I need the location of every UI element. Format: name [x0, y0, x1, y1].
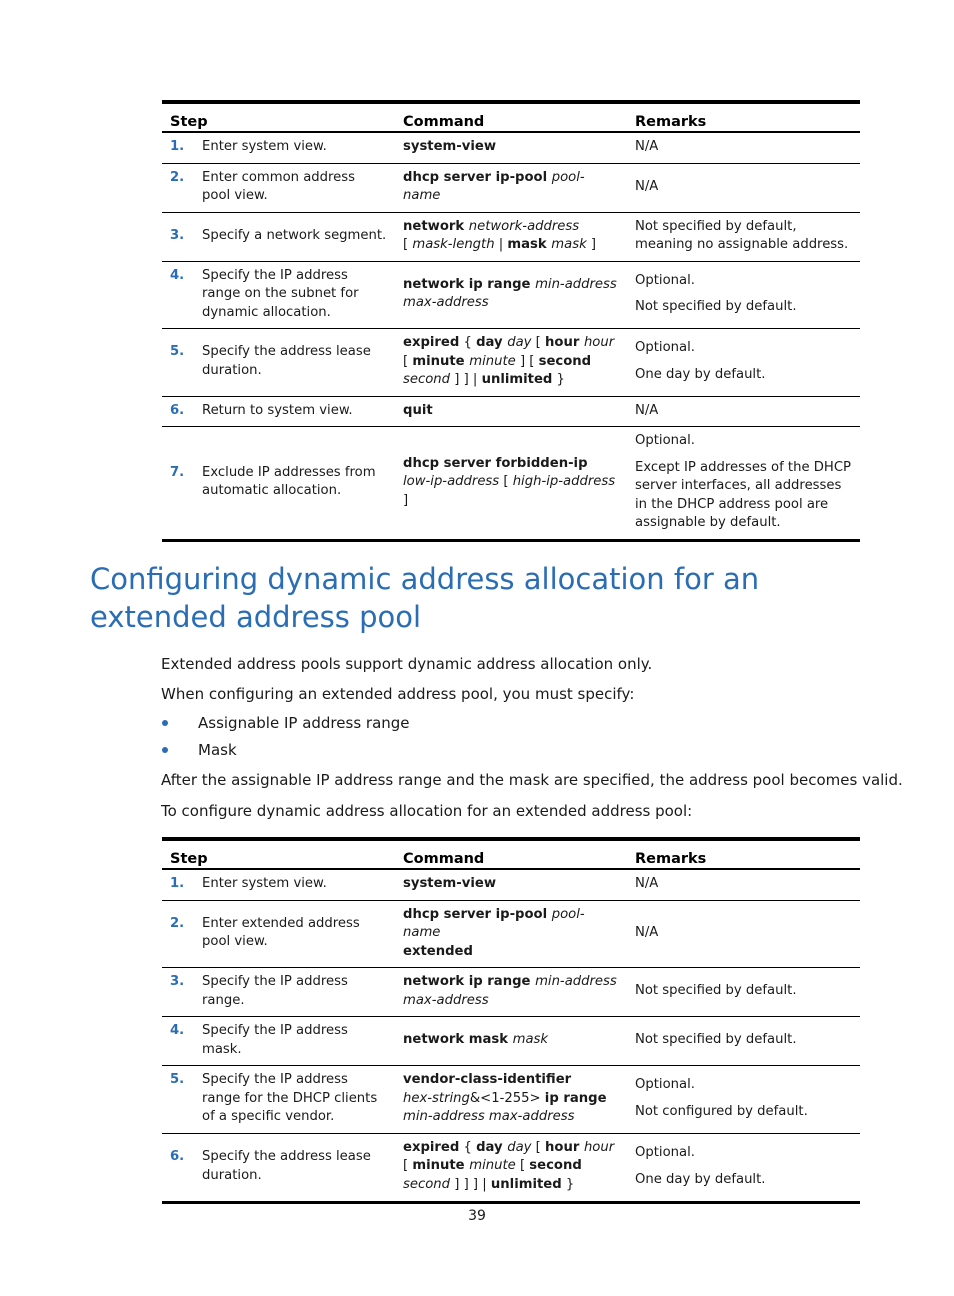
command-syntax: {	[459, 335, 477, 350]
command-keyword: vendor-class-identifier	[403, 1072, 572, 1087]
command-argument: hex-string	[403, 1090, 470, 1106]
command-cell	[395, 163, 627, 212]
command-keyword: hour	[545, 1139, 584, 1155]
table-row	[162, 329, 860, 397]
remark-text: N/A	[635, 925, 659, 940]
remark-text: Not specified by default.	[635, 1032, 797, 1048]
remarks-cell	[627, 900, 860, 968]
table-row	[162, 212, 860, 261]
page-number: 39	[468, 1208, 486, 1224]
step-cell	[162, 212, 395, 261]
command-syntax: [	[531, 335, 546, 350]
step-cell	[162, 869, 395, 900]
remark-text: Not specified by default, meaning no assignable address.	[635, 218, 849, 252]
step-number: 4.	[170, 267, 185, 283]
command-keyword: extended	[403, 943, 473, 959]
command-syntax: ]	[586, 237, 597, 252]
command-syntax: ] [	[515, 353, 539, 369]
step-number: 3.	[170, 227, 185, 243]
command-argument: hour	[583, 1139, 615, 1155]
command-cell	[395, 261, 627, 329]
command-argument: hour	[583, 335, 615, 350]
command-cell	[395, 427, 627, 541]
command-keyword: system-view	[403, 139, 497, 154]
command-argument: max-address	[403, 295, 489, 311]
remarks-cell	[627, 1066, 860, 1134]
remarks-cell	[627, 1133, 860, 1202]
command-argument: low-ip-address	[403, 474, 500, 489]
command-syntax: ]	[403, 492, 409, 508]
step-description: Specify the IP address mask.	[202, 1023, 348, 1057]
command-argument: mask-length	[412, 237, 495, 252]
command-keyword: second	[538, 353, 592, 369]
command-syntax: ] ] ] |	[450, 1176, 491, 1192]
header-remarks: Remarks	[627, 839, 860, 869]
procedure-intro: To configure dynamic address allocation for an extended address pool:	[161, 802, 693, 820]
table-body	[162, 869, 860, 1202]
command-cell	[395, 1017, 627, 1066]
command-cell	[395, 1066, 627, 1134]
table-row	[162, 427, 860, 541]
command-keyword: dhcp server ip-pool	[403, 906, 552, 922]
bullet-item	[161, 714, 410, 732]
command-argument: pool-name	[403, 169, 585, 203]
step-number: 3.	[170, 974, 185, 989]
step-description: Enter common address pool view.	[202, 169, 356, 203]
step-cell	[162, 163, 395, 212]
table-row	[162, 163, 860, 212]
step-cell	[162, 1133, 395, 1202]
step-number: 6.	[170, 1149, 185, 1164]
remarks-cell	[627, 261, 860, 329]
command-argument: day	[507, 1139, 532, 1155]
step-number: 6.	[170, 402, 185, 418]
step-description: Specify the IP address range for the DHCP clients of a specific vendor.	[202, 1072, 378, 1124]
step-description: Enter system view.	[202, 876, 327, 891]
table-row	[162, 1017, 860, 1066]
step-description: Specify the IP address range on the subnet for dynamic allocation.	[202, 267, 359, 320]
command-keyword: network ip range	[403, 974, 536, 989]
command-syntax: [	[403, 353, 413, 369]
command-argument: min-address	[535, 276, 617, 292]
remarks-cell	[627, 869, 860, 900]
remark-text: Optional.	[635, 1077, 695, 1093]
command-syntax: ] ] |	[450, 372, 482, 387]
command-syntax: [	[515, 1158, 530, 1174]
remark-text: N/A	[635, 876, 659, 891]
command-keyword: dhcp server forbidden-ip	[403, 455, 588, 471]
command-syntax: [	[499, 474, 513, 489]
step-cell	[162, 1017, 395, 1066]
command-cell	[395, 1133, 627, 1202]
command-keyword: network ip range	[403, 276, 536, 292]
command-cell	[395, 900, 627, 968]
remark-text: Optional.	[635, 340, 695, 356]
command-syntax: &<1-255>	[469, 1090, 545, 1106]
command-argument: minute	[469, 353, 516, 369]
header-command: Command	[395, 839, 627, 869]
step-cell	[162, 329, 395, 397]
command-cell	[395, 329, 627, 397]
step-cell	[162, 427, 395, 541]
step-number: 2.	[170, 915, 185, 931]
command-keyword: expired	[403, 335, 460, 350]
command-cell	[395, 396, 627, 427]
command-syntax: [	[403, 237, 413, 252]
bullet-text: Assignable IP address range	[198, 714, 410, 732]
command-syntax: {	[459, 1139, 477, 1155]
remark-text: Optional.	[635, 1145, 695, 1160]
remarks-cell	[627, 212, 860, 261]
command-cell	[395, 968, 627, 1017]
remark-text: Optional.	[635, 433, 695, 448]
step-description: Return to system view.	[202, 402, 353, 418]
step-number: 1.	[170, 876, 185, 891]
command-keyword: minute	[412, 353, 470, 369]
table-row	[162, 396, 860, 427]
step-description: Specify a network segment.	[202, 227, 387, 243]
command-keyword: minute	[412, 1158, 470, 1174]
command-argument: second	[403, 1176, 451, 1192]
command-keyword: hour	[545, 335, 584, 350]
table-row	[162, 1133, 860, 1202]
table-body	[162, 132, 860, 540]
remarks-cell	[627, 968, 860, 1017]
command-syntax: |	[494, 237, 508, 252]
header-step: Step	[162, 839, 395, 869]
command-keyword: quit	[403, 402, 433, 418]
command-argument: max-address	[403, 992, 489, 1008]
intro-paragraph: Extended address pools support dynamic address allocation only.	[161, 655, 653, 673]
remark-text: N/A	[635, 402, 659, 418]
step-description: Specify the address lease duration.	[202, 1149, 371, 1183]
command-syntax: }	[561, 1176, 575, 1192]
table-row	[162, 900, 860, 968]
remark-text: Not specified by default.	[635, 983, 797, 999]
table-row	[162, 261, 860, 329]
command-keyword: dhcp server ip-pool	[403, 169, 552, 185]
step-number: 5.	[170, 344, 185, 360]
bullet-item	[161, 741, 237, 759]
bullet-dot-icon	[162, 747, 168, 753]
command-argument: min-address max-address	[403, 1109, 575, 1124]
command-keyword: system-view	[403, 876, 497, 891]
step-cell	[162, 900, 395, 968]
command-argument: min-address	[535, 974, 617, 989]
step-description: Enter system view.	[202, 139, 327, 154]
table-row	[162, 869, 860, 900]
header-step: Step	[162, 102, 395, 132]
command-keyword: unlimited	[490, 1176, 562, 1192]
command-syntax: [	[531, 1139, 546, 1155]
command-argument: mask	[512, 1032, 549, 1048]
remarks-cell	[627, 1017, 860, 1066]
command-keyword: unlimited	[481, 372, 553, 387]
command-argument: mask	[551, 237, 587, 252]
command-cell	[395, 869, 627, 900]
step-cell	[162, 261, 395, 329]
remark-text: N/A	[635, 178, 659, 194]
remark-text: One day by default.	[635, 1171, 766, 1187]
config-table-extended-pool	[162, 837, 860, 1204]
command-keyword: ip range	[544, 1090, 607, 1106]
step-number: 4.	[170, 1023, 185, 1038]
command-keyword: second	[529, 1158, 582, 1174]
config-table-common-pool	[162, 100, 860, 542]
command-argument: day	[507, 335, 532, 350]
header-remarks: Remarks	[627, 102, 860, 132]
command-keyword: day	[476, 1139, 508, 1155]
command-keyword: day	[476, 335, 508, 350]
command-argument: network-address	[468, 218, 580, 234]
remark-text: One day by default.	[635, 366, 766, 382]
step-number: 2.	[170, 169, 185, 185]
bullet-text: Mask	[198, 741, 237, 759]
command-keyword: network mask	[403, 1032, 513, 1048]
validity-paragraph: After the assignable IP address range and the mask are specified, the address pool becomes valid.	[161, 771, 903, 789]
step-number: 7.	[170, 464, 185, 480]
step-number: 5.	[170, 1072, 185, 1087]
table-row	[162, 1066, 860, 1134]
table-header-row	[162, 102, 860, 132]
command-keyword: network	[403, 218, 469, 234]
step-cell	[162, 396, 395, 427]
step-cell	[162, 968, 395, 1017]
step-description: Specify the address lease duration.	[202, 344, 371, 378]
bullet-dot-icon	[162, 720, 168, 726]
remarks-cell	[627, 396, 860, 427]
remark-text: N/A	[635, 139, 659, 154]
command-argument: minute	[469, 1158, 516, 1174]
command-keyword: expired	[403, 1139, 460, 1155]
remark-text: Optional.	[635, 272, 695, 288]
command-syntax: [	[403, 1158, 413, 1174]
remark-text: Not specified by default.	[635, 299, 797, 315]
table-row	[162, 132, 860, 163]
remarks-cell	[627, 329, 860, 397]
step-cell	[162, 1066, 395, 1134]
table-header-row	[162, 839, 860, 869]
command-argument: high-ip-address	[512, 474, 616, 489]
command-cell	[395, 212, 627, 261]
remark-text: Except IP addresses of the DHCP server interfaces, all addresses in the DHCP address pool are assignable by default.	[635, 459, 851, 530]
remarks-cell	[627, 132, 860, 163]
step-description: Specify the IP address range.	[202, 974, 348, 1008]
remarks-cell	[627, 427, 860, 541]
command-keyword: mask	[507, 237, 552, 252]
step-number: 1.	[170, 139, 185, 154]
command-argument: second	[403, 372, 451, 387]
remark-text: Not configured by default.	[635, 1103, 808, 1119]
command-cell	[395, 132, 627, 163]
step-description: Enter extended address pool view.	[202, 915, 360, 950]
command-argument: pool-name	[403, 906, 585, 940]
remarks-cell	[627, 163, 860, 212]
command-syntax: }	[552, 372, 565, 387]
step-cell	[162, 132, 395, 163]
header-command: Command	[395, 102, 627, 132]
requirements-paragraph: When configuring an extended address pool, you must specify:	[161, 685, 635, 703]
step-description: Exclude IP addresses from automatic allocation.	[202, 464, 376, 499]
section-heading: Configuring dynamic address allocation for an extended address pool	[90, 562, 760, 634]
table-row	[162, 968, 860, 1017]
